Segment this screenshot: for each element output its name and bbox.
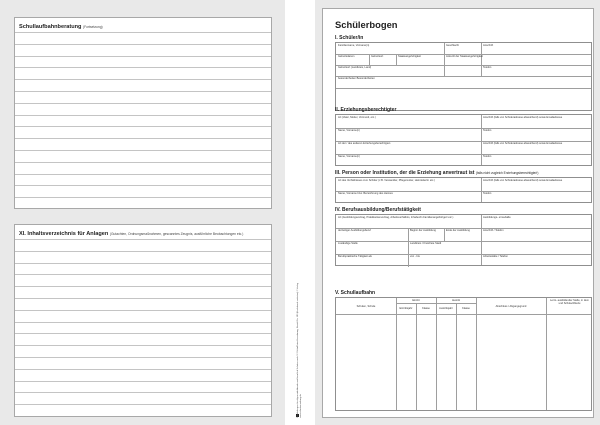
label-staatsangehoerigkeit: Staatsangehörigkeit [398, 55, 421, 58]
schullaufbahnberatung-note: (Fortsetzung) [83, 25, 103, 29]
ruled-line [15, 369, 271, 370]
inhaltsverzeichnis-panel [14, 224, 272, 417]
section-person-box[interactable] [335, 177, 592, 203]
header-eintritt-jahr: Eintrittsjahr [399, 307, 413, 310]
ruled-line [15, 197, 271, 198]
section-person-note: (falls nicht zugleich Erziehungsberechtigte/r) [475, 171, 539, 175]
ruled-line [15, 310, 271, 311]
label-anschrift-1: Anschrift (falls von Schüleradresse abweichend) sowie Emailadresse [483, 116, 563, 119]
label-anschrift-3: Anschrift (falls von Schüleradresse abweichend) sowie Emailadresse [483, 179, 563, 182]
header-schulen: Schulen, Schule [356, 305, 376, 308]
inhaltsverzeichnis-note: (Gutachten, Ordnungsmaßnahmen, gescanntes Zeugnis, ausführliche Beobachtungen etc.) [109, 232, 244, 236]
label-telefon-3: Telefon [483, 192, 492, 195]
header-eintritt: Eintritt [412, 299, 420, 302]
section-erziehung-title: II. Erziehungsberechtigter [335, 107, 397, 113]
label-geburtsort: Geburtsort [371, 55, 384, 58]
section-beruf-title: IV. Berufsausbildung/Berufstätigkeit [335, 207, 421, 213]
label-stelle: zuständige Stelle [338, 242, 358, 245]
ruled-line [15, 333, 271, 334]
ruled-line [15, 381, 271, 382]
ruled-line [15, 103, 271, 104]
section-person-title: III. Person oder Institution, der die Erziehung anvertraut ist (falls nicht zugleich Erziehungsberechtigte/r) [335, 170, 539, 176]
label-familienname: Familienname, Vorname(n) [338, 44, 370, 47]
ruled-line [15, 274, 271, 275]
ruled-line [15, 138, 271, 139]
page-title: Schülerbogen [335, 19, 398, 30]
label-verhaeltnis: Art des Verhältnisses zum Schüler (z.B. Verwandter, Pflegemutter, Heimleiter/in etc.) [338, 179, 435, 182]
header-austritt-klasse: Klasse [462, 307, 470, 310]
ruled-line [15, 404, 271, 405]
label-landkreis: Landkreis / Kreisfreie Stadt [410, 242, 442, 245]
ruled-line [15, 150, 271, 151]
schullaufbahnberatung-title: Schullaufbahnberatung (Fortsetzung) [19, 24, 103, 30]
ruled-line [15, 263, 271, 264]
schullaufbahnberatung-panel [14, 17, 272, 209]
label-name-3: Name, Vorname bzw. Bezeichnung des Heimes [338, 192, 393, 195]
section-schullaufbahn-title: V. Schullaufbahn [335, 290, 376, 296]
label-arbeitsstaette: Arbeitsstätte / Telefon [483, 255, 508, 258]
schuelerbogen-sheet [322, 8, 594, 418]
label-ende: Ende der Ausbildung [446, 229, 470, 232]
header-nachweis: Lernt- ausbildender Stelle, in dem und Schule/Abteilu [550, 299, 589, 306]
header-austritt: Austritt [451, 299, 461, 302]
ruled-line [15, 251, 271, 252]
ruled-line [15, 239, 271, 240]
imprint-text: Schülerbogen für allgemeinbildende und beruflich Schulen nach § 3 SchulDatenVerordnung. Bestell-Nr. 180 (Nachdruck verboten) © Verlag www.schulverwaltung.de [297, 282, 302, 418]
label-telefon-2: Telefon [483, 155, 492, 158]
label-von-bis: von - bis [410, 255, 420, 258]
right-page [315, 0, 600, 425]
ruled-line [15, 357, 271, 358]
ruled-line [15, 115, 271, 116]
section-schueler-title: I. Schüler/in [335, 35, 364, 41]
label-art-4: Art (Ausbildungsvertrag, Praktikantenvertrag, Arbeitsverhältnis, Inhaber/in Familienangehörige/r etc.) [338, 216, 454, 219]
ruled-line [15, 286, 271, 287]
inhaltsverzeichnis-lines[interactable] [15, 225, 271, 416]
label-geschlecht: Geschlecht [446, 44, 459, 47]
label-taetigkeit: Berufspraktische Tätigkeit als [338, 255, 372, 258]
label-name-2: Name, Vorname(n) [338, 155, 360, 158]
label-geburtsort-land: Geburtsort (Landkreis, Land) [338, 66, 372, 69]
label-geburtsdatum: Geburtsdatum [338, 55, 355, 58]
inhaltsverzeichnis-title: XI. Inhaltsverzeichnis für Anlagen (Gutachten, Ordnungsmaßnahmen, gescanntes Zeugnis, ausführliche Beobachtungen etc.) [19, 231, 244, 237]
schullaufbahnberatung-lines[interactable] [15, 18, 271, 208]
ruled-line [15, 392, 271, 393]
ruled-line [15, 79, 271, 80]
label-berufsbezeichnung: derzeitiger Ausbildungsberuf [338, 229, 371, 232]
section-schullaufbahn-table[interactable] [335, 297, 592, 411]
header-abschluss: Abschluss / Abgangsgrund [495, 305, 527, 308]
label-beginn: Beginn der Ausbildung [410, 229, 436, 232]
ruled-line [15, 91, 271, 92]
label-art-2: Art der / des anderen Erziehungsberechtigten [338, 142, 391, 145]
ruled-line [15, 185, 271, 186]
label-telefon-1: Telefon [483, 129, 492, 132]
header-eintritt-klasse: Klasse [422, 307, 430, 310]
ruled-line [15, 44, 271, 45]
label-art-1: Art (Vater, Mutter, Vormund, etc.) [338, 116, 376, 119]
label-anschrift-4: Anschrift / Telefon [483, 229, 504, 232]
label-ausbildungsberuf: Ausbildungs- ermedaille [483, 216, 511, 219]
label-ankunft: Ankunft der Staatsangehörigkeit [446, 55, 483, 58]
section-schueler-box[interactable] [335, 42, 592, 111]
ruled-line [15, 174, 271, 175]
ruled-line [15, 56, 271, 57]
ruled-line [15, 298, 271, 299]
ruled-line [15, 345, 271, 346]
label-anschrift-2: Anschrift (falls von Schüleradresse abweichend) sowie Emailadresse [483, 142, 563, 145]
label-telefon: Telefon [483, 66, 492, 69]
section-erziehung-box[interactable] [335, 114, 592, 166]
ruled-line [15, 32, 271, 33]
label-name-1: Name, Vorname(n) [338, 129, 360, 132]
ruled-line [15, 126, 271, 127]
label-besonderheiten: besonderheiten Besonderheiten [338, 77, 375, 80]
section-beruf-box[interactable] [335, 214, 592, 266]
left-page [0, 0, 285, 425]
label-anschrift: Anschrift [483, 44, 494, 47]
header-austritt-jahr: Austrittsjahr [439, 307, 453, 310]
ruled-line [15, 162, 271, 163]
ruled-line [15, 67, 271, 68]
ruled-line [15, 322, 271, 323]
